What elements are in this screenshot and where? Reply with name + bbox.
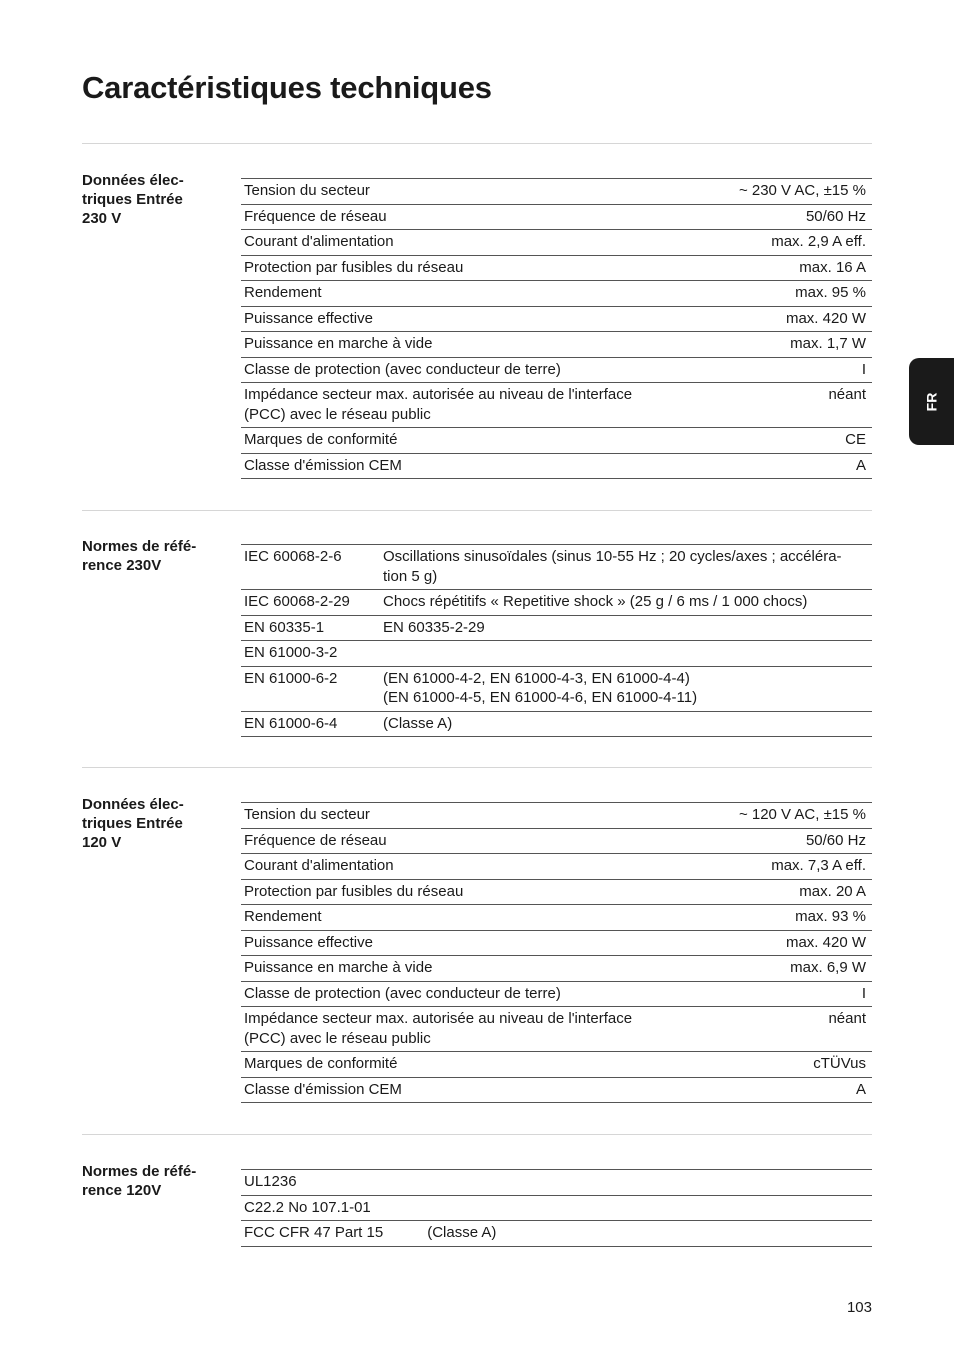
section-label-230v-standards: Normes de réfé- rence 230V bbox=[82, 538, 197, 574]
table-row bbox=[241, 1052, 872, 1078]
standard-code: IEC 60068-2-29 bbox=[241, 590, 380, 616]
standard-code: IEC 60068-2-6 bbox=[241, 545, 380, 590]
row-value: A bbox=[711, 1077, 872, 1103]
row-value: ~ 230 V AC, ±15 % bbox=[711, 179, 872, 205]
row-label: Tension du secteur bbox=[241, 179, 711, 205]
section-divider bbox=[82, 767, 872, 768]
table-row bbox=[241, 1221, 872, 1247]
table-row bbox=[241, 1007, 872, 1052]
row-label: Marques de conformité bbox=[241, 428, 711, 454]
table-row bbox=[241, 1077, 872, 1103]
standard-entry bbox=[241, 1221, 872, 1247]
table-row bbox=[241, 803, 872, 829]
section-divider bbox=[82, 143, 872, 144]
page-title: Caractéristiques techniques bbox=[82, 70, 492, 105]
table-row bbox=[241, 1170, 872, 1196]
standard-code: EN 60335-1 bbox=[241, 615, 380, 641]
table-row bbox=[241, 905, 872, 931]
table-row bbox=[241, 281, 872, 307]
row-value: 50/60 Hz bbox=[711, 828, 872, 854]
row-value: I bbox=[711, 357, 872, 383]
table-row bbox=[241, 981, 872, 1007]
section-label-120v-standards: Normes de réfé- rence 120V bbox=[82, 1163, 197, 1199]
table-row bbox=[241, 230, 872, 256]
table-row bbox=[241, 453, 872, 479]
table-row bbox=[241, 711, 872, 737]
row-value: max. 1,7 W bbox=[711, 332, 872, 358]
table-120v-electrical bbox=[241, 802, 872, 1103]
table-230v-electrical bbox=[241, 178, 872, 479]
row-value: cTÜVus bbox=[711, 1052, 872, 1078]
row-label: Classe d'émission CEM bbox=[241, 1077, 711, 1103]
table-row bbox=[241, 1195, 872, 1221]
row-label: Fréquence de réseau bbox=[241, 204, 711, 230]
section-divider bbox=[82, 510, 872, 511]
row-label: Puissance en marche à vide bbox=[241, 956, 711, 982]
row-label: Classe d'émission CEM bbox=[241, 453, 711, 479]
row-label: Impédance secteur max. autorisée au niveau de l'interface (PCC) avec le réseau public bbox=[241, 383, 711, 428]
row-label: Courant d'alimentation bbox=[241, 230, 711, 256]
row-label: Fréquence de réseau bbox=[241, 828, 711, 854]
standard-code: UL1236 bbox=[244, 1173, 297, 1190]
row-label: Rendement bbox=[241, 905, 711, 931]
row-label: Tension du secteur bbox=[241, 803, 711, 829]
row-label: Puissance en marche à vide bbox=[241, 332, 711, 358]
section-label-120v-electrical: Données élec- triques Entrée 120 V bbox=[82, 796, 184, 851]
row-value: néant bbox=[711, 383, 872, 428]
standard-description: (Classe A) bbox=[427, 1224, 497, 1241]
standard-description: (Classe A) bbox=[380, 711, 872, 737]
table-row bbox=[241, 930, 872, 956]
section-divider bbox=[82, 1134, 872, 1135]
row-value: max. 6,9 W bbox=[711, 956, 872, 982]
table-row bbox=[241, 615, 872, 641]
row-value: 50/60 Hz bbox=[711, 204, 872, 230]
row-value: A bbox=[711, 453, 872, 479]
row-label: Classe de protection (avec conducteur de terre) bbox=[241, 357, 711, 383]
table-row bbox=[241, 255, 872, 281]
standard-description: EN 60335-2-29 bbox=[380, 615, 872, 641]
table-row bbox=[241, 306, 872, 332]
row-value: max. 420 W bbox=[711, 930, 872, 956]
standard-entry bbox=[241, 1195, 872, 1221]
standard-code: EN 61000-6-4 bbox=[241, 711, 380, 737]
row-value: max. 93 % bbox=[711, 905, 872, 931]
row-label: Impédance secteur max. autorisée au niveau de l'interface (PCC) avec le réseau public bbox=[241, 1007, 711, 1052]
row-label: Courant d'alimentation bbox=[241, 854, 711, 880]
table-row bbox=[241, 590, 872, 616]
row-label: Protection par fusibles du réseau bbox=[241, 879, 711, 905]
standard-description: Oscillations sinusoïdales (sinus 10-55 Hz ; 20 cycles/axes ; accéléra- tion 5 g) bbox=[380, 545, 872, 590]
table-row bbox=[241, 956, 872, 982]
table-row bbox=[241, 204, 872, 230]
row-value: max. 2,9 A eff. bbox=[711, 230, 872, 256]
standard-code: C22.2 No 107.1-01 bbox=[244, 1198, 371, 1216]
table-row bbox=[241, 383, 872, 428]
table-row bbox=[241, 666, 872, 711]
standard-entry bbox=[241, 1170, 872, 1196]
standard-code: EN 61000-3-2 bbox=[241, 641, 380, 667]
row-value: CE bbox=[711, 428, 872, 454]
row-label: Marques de conformité bbox=[241, 1052, 711, 1078]
table-row bbox=[241, 357, 872, 383]
table-row bbox=[241, 854, 872, 880]
table-120v-standards bbox=[241, 1169, 872, 1247]
row-label: Puissance effective bbox=[241, 306, 711, 332]
section-label-230v-electrical: Données élec- triques Entrée 230 V bbox=[82, 172, 184, 227]
standard-code: FCC CFR 47 Part 15 bbox=[244, 1224, 384, 1241]
row-value: max. 95 % bbox=[711, 281, 872, 307]
table-row bbox=[241, 332, 872, 358]
standard-description: (EN 61000-4-2, EN 61000-4-3, EN 61000-4-4) (EN 61000-4-5, EN 61000-4-6, EN 61000-4-11) bbox=[380, 666, 872, 711]
row-value: I bbox=[711, 981, 872, 1007]
row-value: max. 7,3 A eff. bbox=[711, 854, 872, 880]
row-value: max. 20 A bbox=[711, 879, 872, 905]
language-tab-label: FR bbox=[923, 392, 940, 411]
table-row bbox=[241, 641, 872, 667]
row-label: Rendement bbox=[241, 281, 711, 307]
standard-code: EN 61000-6-2 bbox=[241, 666, 380, 711]
table-230v-standards bbox=[241, 544, 872, 737]
standard-description: Chocs répétitifs « Repetitive shock » (25 g / 6 ms / 1 000 chocs) bbox=[380, 590, 872, 616]
row-value: ~ 120 V AC, ±15 % bbox=[711, 803, 872, 829]
page-number: 103 bbox=[846, 1299, 872, 1316]
row-value: max. 420 W bbox=[711, 306, 872, 332]
language-tab bbox=[909, 358, 954, 445]
row-label: Classe de protection (avec conducteur de terre) bbox=[241, 981, 711, 1007]
row-value: néant bbox=[711, 1007, 872, 1052]
row-value: max. 16 A bbox=[711, 255, 872, 281]
table-row bbox=[241, 545, 872, 590]
table-row bbox=[241, 828, 872, 854]
standard-description bbox=[380, 641, 872, 667]
table-row bbox=[241, 879, 872, 905]
table-row bbox=[241, 179, 872, 205]
table-row bbox=[241, 428, 872, 454]
row-label: Protection par fusibles du réseau bbox=[241, 255, 711, 281]
row-label: Puissance effective bbox=[241, 930, 711, 956]
